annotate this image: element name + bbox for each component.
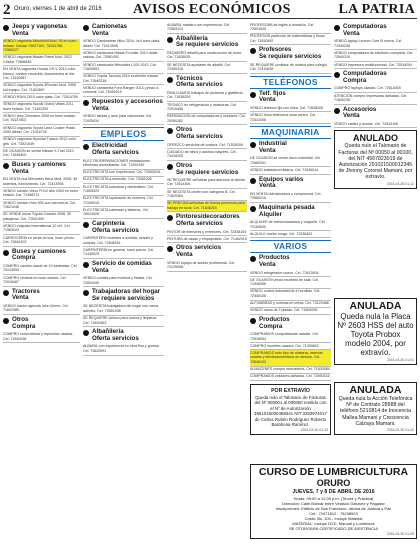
course-line: Cel.: 71671612 - 79238923 [309, 511, 358, 516]
category-computadoras-compra: Computadoras Compra [334, 71, 417, 85]
classified-ad: VENDO cama de 2 plazas. Cel. 71604928 [250, 308, 331, 315]
classified-ad: EN VENTA bus Mercedes Benz Mod. 2005, 45 asientos, funcionando. Cel. 72413908 [3, 177, 80, 189]
classified-ad: VENDO vagoneta Toyota 4Runner Mod. 2008 full equipo. Cel. 71824567 [3, 83, 80, 95]
ads-group [83, 39, 164, 97]
classified-ad: REPARACIÓN de computadoras y celulares. Cel. 76350182 [167, 114, 247, 126]
classified-ad: VENDO línea telefónica zona centro. Cel. 72514306 [250, 112, 331, 124]
classified-ad: COMPRO muebles usados. Cel. 71430692 [250, 343, 331, 350]
newspaper-name: LA PATRIA [338, 2, 415, 17]
classified-ad: DE OCASIÓN se vende torno industrial. Cel. 72650341 [250, 156, 331, 168]
classified-ad: VENDO comida para eventos y fiestas. Cel. 72831049 [83, 276, 164, 288]
classified-ad: ELECTRICISTA reparación de motores. Cel. 72349015 [83, 196, 164, 208]
classified-ad: PINTURA de casas y empapelado. Cel. 71462019 [167, 236, 247, 243]
category-productos-compra: Productos Compra [250, 317, 331, 331]
column-3 [167, 22, 247, 542]
highlighted-ad: SE PRECISA señoritas de buena presencia para trabajo en local. Cel. 71846203 [167, 201, 247, 213]
notice-por-extravio [250, 384, 331, 435]
course-line: Horas: 09:00 a 12:00 p.m. (Teoría y Práctica) [293, 496, 374, 501]
ads-group [167, 177, 247, 212]
notice-anulada-placa [334, 298, 417, 365]
course-line: Inscripciones: Edificio de San Francisco, oficina de Justicia y Paz [275, 506, 392, 511]
classified-ad: EN VENTA hidrolavadora y compresora. Cel. 73580216 [250, 191, 331, 203]
notices-column [334, 296, 417, 367]
notice-body: Queda nula la Placa Nº 2603 HSS del auto Toyota Probox modelo 2004, por extravío. [337, 312, 414, 357]
ads-group [334, 39, 417, 70]
category-accesorios-venta: Accesorios Venta [334, 107, 417, 121]
classified-ad: DE OCASIÓN se vende Nissan X-Trail 2010. Cel. 71836402 [3, 148, 80, 160]
classified-ad: PINTOR de interiores y exteriores. Cel. 72538104 [167, 229, 247, 236]
classified-ad: VENDO llantas y aros para camioneta. Cel. 71925034 [83, 114, 164, 126]
classified-ad: VENDO camioneta Ford Ranger 2013, precio a convenir. Cel. 76452019 [83, 85, 164, 97]
classified-ad: COMPRAMOS computadoras usadas. Cel. 72518064 [250, 331, 331, 343]
category-repuestos-venta: Repuestos y accesorios Venta [83, 99, 164, 113]
section-band-empleos: EMPLEOS [83, 127, 164, 141]
ads-group [250, 270, 331, 315]
classified-ad: VENDO jeep Cherokee 2008 en buen estado. Cel. 76147802 [3, 113, 80, 125]
category-buses-venta: Buses y camiones Venta [3, 162, 80, 176]
ads-group [167, 50, 247, 73]
classified-ad: ELECTRICISTA cableado y tableros. Cel. 76513028 [83, 207, 164, 219]
course-line: Dirección: Calle Bolívar entre Velasco Galvarro y Pagador [282, 501, 385, 506]
classified-ad: VENDO vagoneta Toyota Land Cruiser Prado 2009 diésel. Cel. 72416730 [3, 125, 80, 137]
course-dates: JUEVES, 7 y 8 DE ABRIL DE 2016 [292, 489, 375, 495]
classified-ad: SE NECESITA trabajadora del hogar con cama adentro. Cel. 72561938 [83, 304, 164, 316]
category-tractores-venta: Tractores Venta [3, 289, 80, 303]
category-jeeps-venta: Jeeps y vagonetas Venta [3, 24, 80, 38]
category-otros-servicios: Otros servicios Venta [167, 245, 247, 259]
ads-group [3, 263, 80, 286]
classified-ad: REALIZAMOS trabajos de plomería y gasfitería. Cel. 71638205 [167, 90, 247, 102]
classified-ad: SE NECESITA chofer con categoría B. Cel. 71820364 [167, 189, 247, 201]
classified-ad: ALFOMBRAS y cortinas en venta. Cel. 73120486 [250, 301, 331, 308]
notice-frame [334, 382, 417, 435]
category-albanileria-requiere: Albañilería Se requiere servicios [167, 36, 247, 50]
course-frame [250, 464, 417, 539]
classified-ad: CARROCERÍA en venta de bus, buen precio. Cel. 72849103 [3, 235, 80, 247]
ads-group [3, 177, 80, 247]
highlighted-ad: COMPRAMOS todo tipo de chatarra, baterías usadas y electrodomésticos en desuso. Cel. 72846103 [250, 350, 331, 366]
classified-ad: SE NECESITA ayudante de albañil. Cel. 72450318 [167, 62, 247, 74]
classified-ad: ATENCIÓN compro impresoras dañadas. Cel. 71840236 [334, 93, 417, 105]
notice-body: Queda nulo el Talonario de Facturas del Nº 000001 al 000050 emitido con el Nº de Autorización 3851016000468341 NIT 3293974017 de Carlos Rubén Rodríguez Roberto Barahona Ramírez. [254, 395, 327, 428]
ads-group [83, 236, 164, 259]
classified-ad: SE REQUIERE profesor de música para colegio. Cel. 72410638 [250, 62, 331, 74]
classified-ad: VENDO Toyota Tacoma 2010 excelente estado. Cel. 72640318 [83, 74, 164, 86]
notice-body: Queda nula la Acción Telefónica Nº de Contrato 28988 del teléfono 5210814 de Inocencia Mallea Mamani y Crescencia Calzaya Mamani. [338, 396, 413, 427]
section-title: AVISOS ECONÓMICOS [133, 2, 291, 17]
ads-group [167, 142, 247, 161]
category-computadoras-venta: Computadoras Venta [334, 24, 417, 38]
classified-ad: VENDO vagoneta Mitsubishi Mod. 95 en buen estado. Celular 73837163, 75204758, 72580227 [3, 39, 80, 55]
classified-ad: VENDO tractor agrícola John Deere. Cel. 71602385 [3, 303, 80, 315]
category-comidas: Servicio de comidas Venta [83, 261, 164, 275]
classified-ad: SE REQUIERE señoritas para atención al cliente. Cel. 72614305 [167, 177, 247, 189]
category-buses-compra: Buses y camiones Compra [3, 249, 80, 263]
notice-code: 2016-03-30-01-03 [300, 428, 328, 433]
column-2 [83, 22, 164, 542]
classified-ad: CUIDADO de niños y adultos mayores. Cel. 73418205 [167, 149, 247, 161]
course-line: Costo: Bs. 100.- Incluye Material [304, 516, 363, 521]
ads-group [250, 156, 331, 175]
classified-ad: ALQUILO tractor oruga. Cel. 71538402 [250, 231, 331, 238]
classified-ad: REQUIERO albañil para construcción de muro. Cel. 71826035 [167, 50, 247, 62]
category-profesores: Profesores Se requiere servicios [250, 47, 331, 61]
section-band-telefonos: TELÉFONOS [250, 76, 331, 89]
category-otros-requiere: Otros Se requiere servicios [167, 163, 247, 177]
notice-code: 2016-03-28-01-12 [386, 181, 414, 186]
classified-ad: ALQUILER de retroexcavadora y volqueta. Cel. 72184630 [250, 219, 331, 231]
classified-ad: COMPRO camión usado de 10 toneladas. Cel. 76134590 [3, 263, 80, 275]
category-carpinteria: Carpintería Oferta servicios [83, 221, 164, 235]
category-pintores: Pintores/decoradores Oferta servicios [167, 214, 247, 228]
course-ad [250, 462, 417, 541]
category-electricidad: Electricidad Oferta servicios [83, 143, 164, 157]
classified-ad: VENDO soldadora trifásica. Cel. 71836014 [250, 167, 331, 174]
classified-ad: VENDO equipo de sonido profesional. Cel. 73125068 [167, 260, 247, 272]
notice-code: 2016-03-30-01-02 [386, 428, 414, 433]
course-city: ORURO [316, 478, 351, 488]
ads-group [3, 39, 80, 160]
ads-group [250, 105, 331, 124]
page-number: 2 [3, 2, 11, 18]
notice-body: Queda nulo el Talonario de Facturas del Nº 00050 al 00100, del NIT 4567823019 de Autorización 291021500012345 de Jhonny Coronel Mamani, por extravío. [338, 143, 413, 181]
classified-ad: COMPRO motocicletas y repuestos usados. Cel. 71540298 [3, 332, 80, 344]
classified-ad: ELECTRICISTA con experiencia. Cel. 72563018 [83, 170, 164, 177]
classified-ad: VENDO teléfono fijo con línea. Cel. 71638205 [250, 105, 331, 112]
classified-ad: CARPINTERO muebles a medida, closets y cocinas. Cel. 72608314 [83, 236, 164, 248]
course-line: SE OTORGARÁ CERTIFICADO DE ASISTENCIA [289, 526, 378, 531]
notice-anulado [334, 130, 417, 188]
classified-ad: COMPRO laptops usadas. Cel. 72618405 [334, 86, 417, 93]
classified-ad: VENDO vagoneta Suzuki Grand Vitara 2011 buen estado. Cel. 71452390 [3, 102, 80, 114]
classified-ad: PROFESOR particular de matemáticas y física. Cel. 71830592 [250, 34, 331, 46]
classified-ad: ELECTRICISTA a domicilio. Cel. 73481206 [83, 177, 164, 184]
notice-title: ANULADA [349, 300, 402, 312]
ads-group [250, 219, 331, 238]
category-albanileria: Albañilería Oferta servicios [83, 329, 164, 343]
course-line: MATERIAL: Incluye DVD, Manual y Lombrices [292, 521, 375, 526]
column-1 [3, 22, 80, 542]
classified-ad: VENDO camión Volvo FH12 año 2003 en buen estado. Cel. 71458273 [3, 188, 80, 200]
classified-ad: VENDO cocina industrial de 4 hornillas. Cel. 72548106 [250, 289, 331, 301]
classified-ad: VENDO refrigerador nuevo. Cel. 72613504 [250, 270, 331, 277]
classified-ad: VENDO camioneta Nissan Frontier 2014 doble cabina. Cel. 73581492 [83, 50, 164, 62]
category-otros-oferta: Otros Oferta servicios [167, 127, 247, 141]
ads-group [167, 229, 247, 243]
classified-ad: VENDO volqueta International 12 m3. Cel. 71563024 [3, 223, 80, 235]
category-otros-compra: Otros Compra [3, 317, 80, 331]
category-tecnicos: Técnicos Oferta servicios [167, 76, 247, 90]
classified-ad: SE VENDE micro Toyota Coaster 2008, 30 pasajeros. Cel. 72541390 [3, 212, 80, 224]
category-maquinaria-pesada: Maquinaria pesada Alquiler [250, 205, 331, 219]
section-band-maquinaria: MAQUINARIA [250, 126, 331, 139]
course-title: CURSO DE LUMBRICULTURA [258, 466, 409, 478]
classified-ad: SE REQUIERE señora para cocina y limpieza. Cel. 71620483 [83, 316, 164, 328]
classified-ad: OFREZCO servicios de costura. Cel. 71528306 [167, 142, 247, 149]
ads-group [83, 158, 164, 219]
page-date: Oruro, viernes 1 de abril de 2016 [14, 6, 102, 12]
classified-ad: TÉCNICO en refrigeración y lavadoras. Cel. 72910456 [167, 102, 247, 114]
category-productos-venta: Productos Venta [250, 255, 331, 269]
category-camionetas-venta: Camionetas Venta [83, 24, 164, 38]
classified-ad: ALBAÑIL maestro con experiencia. Cel. 72563124 [167, 22, 247, 34]
notices-left-lower [250, 382, 331, 437]
classified-ad: ELECTRICISTA industrial y domiciliario. Cel. 71605923 [83, 184, 164, 196]
classified-ad: VENDO computadora de escritorio completa. Cel. 72640319 [334, 50, 417, 62]
notice-code: 2016-03-30-01-01 [386, 358, 414, 362]
ads-group [334, 86, 417, 105]
section-band-varios: VARIOS [250, 240, 331, 253]
classified-ad: PROFESORA de inglés a domicilio. Cel. 72601835 [250, 22, 331, 34]
classified-ad: COMPRO minibús en buen estado. Cel. 72016487 [3, 275, 80, 287]
notice-title: ANULADA [349, 384, 402, 396]
ads-group [83, 304, 164, 327]
classified-ad: EN VENTA vagoneta Honda CR-V 2012 color blanco, mínimo recorrido, documentos al día. Cel. 71610987 [3, 66, 80, 82]
classified-ad: ALMACENES compro mercadería. Cel. 71630584 [250, 367, 331, 374]
classified-ad: VENDO vagoneta Hyundai Tucson 2012 color gris. Cel. 73521049 [3, 137, 80, 149]
classified-ad: VENDO cables y mouse. Cel. 72543106 [334, 121, 417, 128]
classified-ad: ALBAÑIL con experiencia en obra fina y gruesa. Cel. 73620591 [83, 344, 164, 356]
notice-title: ANULADO [353, 133, 398, 144]
classified-ad: CARPINTERÍA en general, buen precio. Cel. 71439025 [83, 247, 164, 259]
category-industrial: Industrial Venta [250, 141, 331, 155]
category-equipos-varios: Equipos varios Venta [250, 177, 331, 191]
classified-ad: VENDO RAV4 2010 color plata. Cel. 72514789 [3, 94, 80, 101]
page-header [3, 2, 417, 19]
classified-ad: VENDO Camionetas Hilux 2016, 4x4 color plata, diésel. Cel. 72413508 [83, 39, 164, 51]
classified-ad: VENDO camioneta Mitsubishi L200 2012. Cel. 71825063 [83, 62, 164, 74]
notice-anulada-accion-1 [334, 380, 417, 437]
ads-group [167, 90, 247, 125]
classified-ad: DE OCASIÓN vendo muebles de sala. Cel. 71928305 [250, 277, 331, 289]
category-telf-fijos: Telf. fijos Venta [250, 91, 331, 105]
classified-ad: COMPRAMOS celulares dañados. Cel. 72460315 [250, 374, 331, 381]
classified-ad: VENDO impresora multifuncional. Cel. 73518204 [334, 62, 417, 69]
classified-ad: VENDO camión Hino 500 con carrocería. Cel. 73621048 [3, 200, 80, 212]
classified-ad: VENDO laptop Lenovo Core i5 nueva. Cel. 71540236 [334, 39, 417, 51]
ads-group [250, 331, 331, 380]
classified-ad: VENDO vagoneta Nissan Patrol Mod. 2012. Celular 77686845 [3, 55, 80, 67]
category-trabajadoras: Trabajadoras del hogar Se requiere servicios [83, 289, 164, 303]
classified-ad: ELECTROREPARACIONES instalaciones eléctricas domiciliarias. Cel. 71920345 [83, 158, 164, 170]
notice-code: 2016-03-30-01-05 [386, 532, 414, 536]
notice-title: POR EXTRAVÍO [271, 388, 310, 394]
